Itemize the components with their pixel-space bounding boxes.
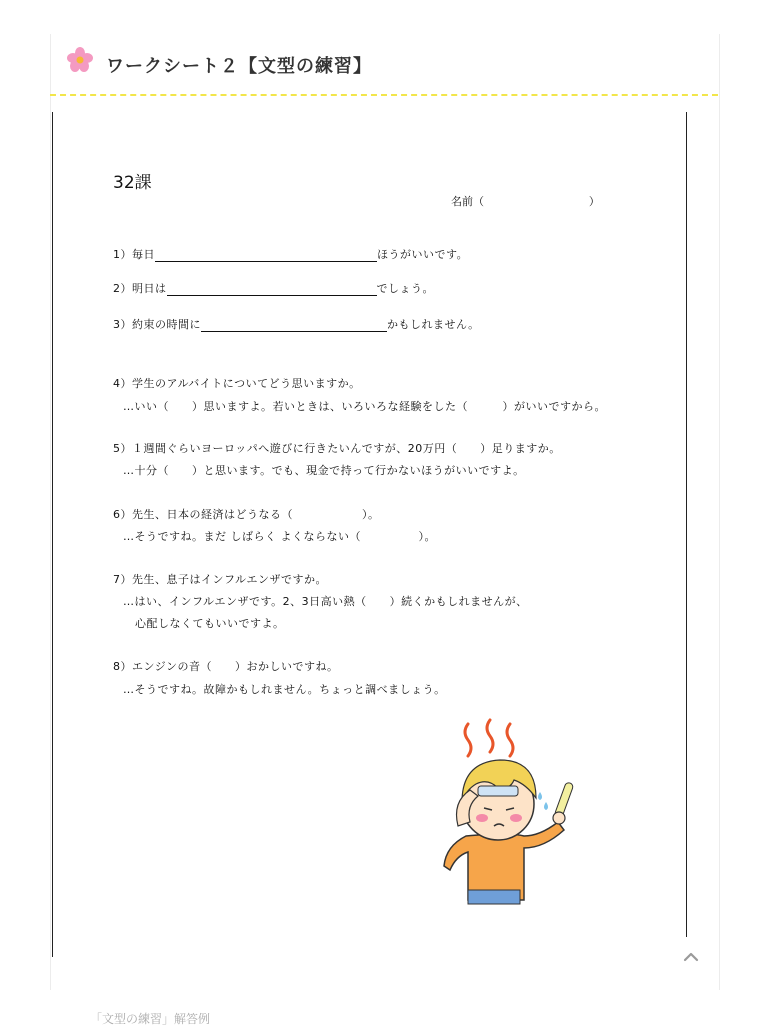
question-6-line2: …そうですね。まだ しばらく よくならない（ ）。 (123, 530, 436, 543)
question-7-line1: 7）先生、息子はインフルエンザですか。 (113, 573, 328, 586)
question-1 (113, 246, 468, 262)
chevron-up-icon[interactable] (682, 948, 700, 966)
question-7-line2: …はい、インフルエンザです。2、3日高い熱（ ）続くかもしれませんが、 (123, 595, 528, 608)
question-5-line2: …十分（ ）と思います。でも、現金で持って行かないほうがいいですよ。 (123, 464, 525, 477)
page-title: ワークシート２【文型の練習】 (106, 56, 372, 77)
lesson-number: 32課 (113, 173, 152, 193)
q2-end: でしょう。 (376, 282, 434, 295)
q2-blank-line (167, 285, 377, 296)
flower-icon (66, 46, 94, 74)
answer-example-link[interactable]: 「文型の練習」解答例 (90, 1012, 211, 1026)
question-8-line2: …そうですね。故障かもしれません。ちょっと調べましょう。 (123, 683, 446, 696)
sheet-border-right (686, 112, 687, 937)
q3-blank-line (201, 321, 387, 332)
q3-start: 3）約束の時間に (113, 318, 201, 331)
q1-start: 1）毎日 (113, 248, 155, 261)
question-4-line1: 4）学生のアルバイトについてどう思いますか。 (113, 377, 361, 390)
question-7-line3: 心配しなくてもいいですよ。 (135, 617, 285, 630)
q2-start: 2）明日は (113, 282, 167, 295)
question-8-line1: 8）エンジンの音（ ）おかしいですね。 (113, 660, 339, 673)
q3-end: かもしれません。 (387, 318, 480, 331)
sick-boy-illustration (438, 716, 588, 906)
q1-end: ほうがいいです。 (377, 248, 469, 261)
question-6-line1: 6）先生、日本の経済はどうなる（ ）。 (113, 508, 380, 521)
q1-blank-line (155, 251, 377, 262)
question-5-line1: 5）１週間ぐらいヨーロッパへ遊びに行きたいんですが、20万円（ ）足りますか。 (113, 442, 561, 455)
name-field-label: 名前（ ） (451, 195, 600, 208)
question-3 (113, 316, 480, 332)
question-4-line2: …いい（ ）思いますよ。若いときは、いろいろな経験をした（ ）がいいですから。 (123, 400, 606, 413)
sheet-border-left (52, 112, 53, 957)
question-2 (113, 280, 434, 296)
